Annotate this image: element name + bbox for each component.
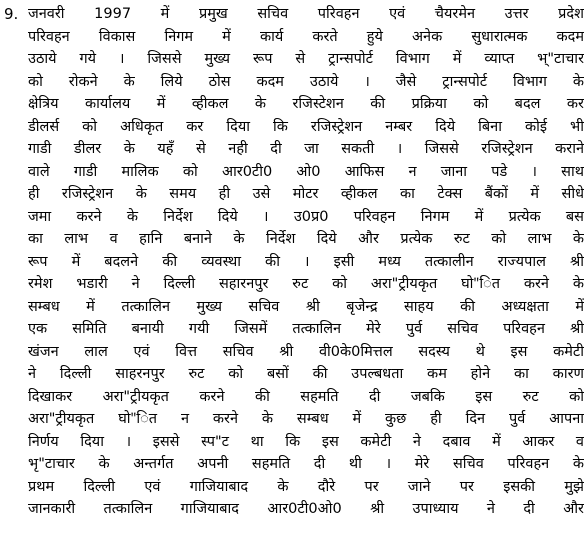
text-line: परिवहन विकास निगम में कार्य करते हुये अनेक सुधारात्मक कदम [28, 28, 584, 45]
text-line: दिखाकर अरा"ट्रीयकृत करने की सहमति दी जबकि इस रुट को [28, 388, 584, 405]
text-line: जनवरी 1997 में प्रमुख सचिव परिवहन एवं चैयरमेन उत्तर प्रदेश [28, 6, 584, 22]
text-line: प्रथम दिल्ली एवं गाजियाबाद के दौरे पर जाने पर इसकी मुझे [28, 478, 584, 495]
text-line: का लाभ व हानि बनाने के निर्देश दिये और प्रत्येक रुट को लाभ के [28, 231, 584, 247]
text-line: वाले गाडी मालिक को आर0टी0 ओ0 आफिस न जाना पडे । साथ [28, 163, 584, 180]
text-line: जानकारी तत्कालिन गाजियाबाद आर0टी0ओ0 श्री उपाध्याय ने दी और [28, 501, 584, 517]
text-line: ने दिल्ली साहरनपुर रुट को बसों की उपल्बधता कम होने का कारण [28, 366, 584, 382]
text-line: रमेश भडारी ने दिल्ली सहारनपुर रुट को अरा"ट्रीयकृत घो"ित करने के [28, 276, 584, 292]
text-line: भृ"टाचार के अन्तर्गत अपनी सहमति दी थी । मेरे सचिव परिवहन के [28, 456, 584, 472]
text-line: क्षेत्रिय कार्यालय में व्हीकल के रजिस्टेशन की प्रक्रिया को बदल कर [28, 96, 584, 112]
text-line: खंजन लाल एवं वित्त सचिव श्री वी0के0मित्तल सदस्य थे इस कमेटी [28, 343, 584, 360]
text-line: रूप में बदलने की व्यवस्था की । इसी मध्य तत्कालीन राज्यपाल श्री [28, 253, 584, 270]
text-line: गाडी डीलर के यहॅं से नही दी जा सकती । जिससे रजिस्ट्रेशन कराने [28, 141, 584, 157]
text-line: डीलर्स को अधिकृत कर दिया कि रजिस्ट्रेशन नम्बर दिये बिना कोई भी [28, 118, 584, 135]
text-line: को रोकने के लिये ठोस कदम उठाये । जैसे ट्रान्सपोर्ट विभाग के [28, 73, 584, 90]
text-line: ही रजिस्ट्रेशन के समय ही उसे मोटर व्हीकल का टेक्स बैंकों में सीधे [28, 186, 584, 202]
text-line: जमा करने के निर्देश दिये । उ0प्र0 परिवहन निगम में प्रत्येक बस [28, 208, 584, 225]
paragraph-body [28, 3, 584, 521]
text-line: निर्णय दिया । इससे स्प"ट था कि इस कमेटी ने दबाव में आकर व [28, 433, 584, 450]
text-line: उठाये गये । जिससे मुख्य रूप से ट्रान्सपोर्ट विभाग में व्याप्त भ्"टाचार [28, 51, 584, 67]
text-line: अरा"ट्रीयकृत घो"ित न करने के सम्बध में कुछ ही दिन पुर्व आपना [28, 411, 584, 427]
text-line: सम्बध में तत्कालिन मुख्य सचिव श्री बृजेन्द्र साहय की अध्यक्षता में [28, 298, 584, 315]
text-line: एक समिति बनायी गयी जिसमें तत्कालिन मेरे पुर्व सचिव परिवहन श्री [28, 321, 584, 337]
item-number: 9. [4, 5, 19, 23]
paragraph-item-9 [4, 3, 584, 521]
